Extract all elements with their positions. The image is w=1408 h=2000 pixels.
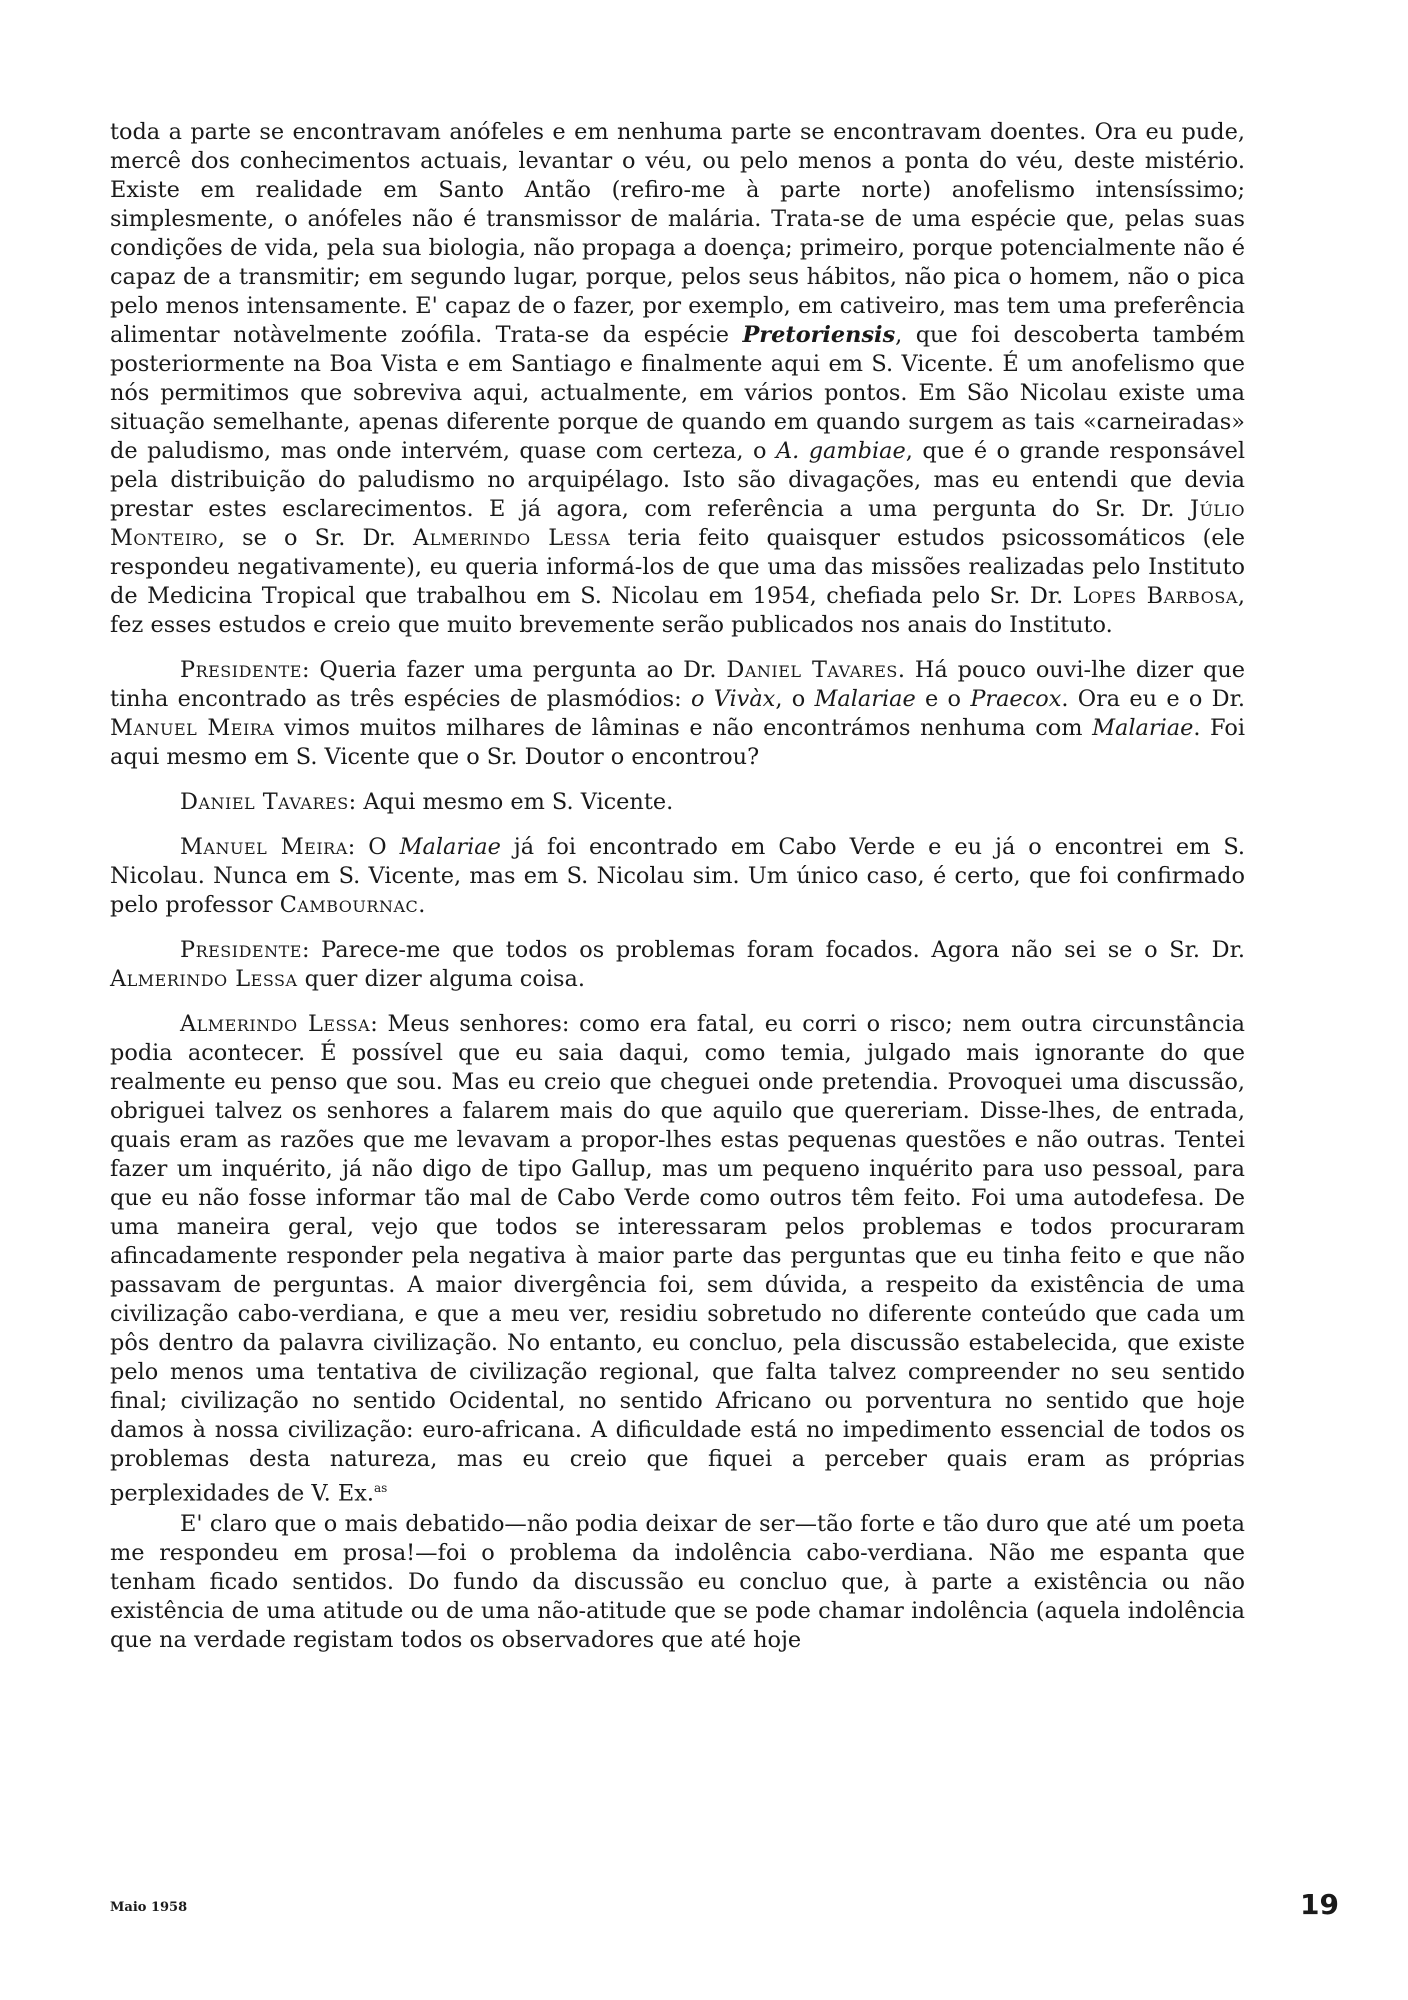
text-run: . xyxy=(418,892,426,918)
species-name: Praecox xyxy=(970,686,1062,712)
person-name: Júlio Monteiro xyxy=(110,496,1245,551)
person-name: Daniel Tavares xyxy=(726,657,898,683)
speaker-name: Almerindo Lessa xyxy=(180,1011,371,1037)
speaker-name: Daniel Tavares xyxy=(180,789,349,815)
superscript: as xyxy=(373,1481,388,1495)
paragraph-presidente-1 xyxy=(110,656,1245,772)
text-run: , que é o grande responsável pela distribuição do paludismo no arquipélago. Isto são divagações, mas eu entendi que devia prestar estes esclarecimentos. E já agora, com referência a uma pergunta do Sr. Dr. xyxy=(110,438,1245,522)
text-run: . Ora eu e o Dr. xyxy=(1061,686,1245,712)
text-run: quer dizer alguma coisa. xyxy=(297,966,585,992)
person-name: Almerindo Lessa xyxy=(412,525,611,551)
text-run: teria feito quaisquer estudos psicossomáticos (ele respondeu negativamente), eu queria informá-los de que uma das missões realizadas pelo Instituto de Medicina Tropical que trabalhou em S. Nicolau em 1954, chefiada pelo Sr. Dr. xyxy=(110,525,1246,609)
text-run: . Foi aqui mesmo em S. Vicente que o Sr. Doutor o encontrou? xyxy=(110,715,1246,770)
text-run: , fez esses estudos e creio que muito brevemente serão publicados nos anais do Instituto. xyxy=(110,583,1245,638)
text-run: : Queria fazer uma pergunta ao Dr. xyxy=(301,657,727,683)
paragraph-continuation xyxy=(110,118,1245,640)
page-body xyxy=(110,118,1245,1655)
species-name: Malariae xyxy=(814,686,916,712)
person-name: Lopes Barbosa xyxy=(1072,583,1238,609)
footer-date: Maio 1958 xyxy=(110,1900,188,1915)
text-run: , se o Sr. Dr. xyxy=(217,525,413,551)
speaker-name: Presidente xyxy=(180,657,302,683)
text-run: , o xyxy=(775,686,815,712)
paragraph-indolencia xyxy=(110,1510,1245,1655)
paragraph-almerindo-lessa xyxy=(110,1010,1245,1508)
species-name: Malariae xyxy=(399,834,501,860)
person-name: Cambournac xyxy=(279,892,419,918)
text-run: : Aqui mesmo em S. Vicente. xyxy=(348,789,674,815)
text-run: já foi encontrado em Cabo Verde e eu já o encontrei em S. Nicolau. Nunca em S. Vicente, mas em S. Nicolau sim. Um único caso, é certo, que foi confirmado pelo professor xyxy=(110,834,1245,918)
species-name: Pretoriensis xyxy=(742,322,896,348)
text-run: : Parece-me que todos os problemas foram focados. Agora não sei se o Sr. Dr. xyxy=(301,937,1245,963)
species-name: Malariae xyxy=(1092,715,1194,741)
paragraph-presidente-2 xyxy=(110,936,1245,994)
text-run: toda a parte se encontravam anófeles e em nenhuma parte se encontravam doentes. Ora eu pude, mercê dos conhecimentos actuais, levantar o véu, ou pelo menos a ponta do véu, deste mistério. Existe em realidade em Santo Antão (refiro-me à parte norte) anofelismo intensíssimo; simplesmente, o anófeles não é transmissor de malária. Trata-se de uma espécie que, pelas suas condições de vida, pela sua biologia, não propaga a doença; primeiro, porque potencialmente não é capaz de a transmitir; em segundo lugar, porque, pelos seus hábitos, não pica o homem, não o pica pelo menos intensamente. E' capaz de o fazer, por exemplo, em cativeiro, mas tem uma preferência alimentar notàvelmente zoófila. Trata-se da espécie xyxy=(110,119,1245,348)
speaker-name: Manuel Meira xyxy=(180,834,348,860)
text-run: : O xyxy=(347,834,400,860)
person-name: Almerindo Lessa xyxy=(110,966,298,992)
text-run: : Meus senhores: como era fatal, eu corri o risco; nem outra circunstância podia acontecer. É possível que eu saia daqui, como temia, julgado mais ignorante do que realmente eu penso que sou. Mas eu creio que cheguei onde pretendia. Provoquei uma discussão, obriguei talvez os senhores a falarem mais do que aquilo que quereriam. Disse-lhes, de entrada, quais eram as razões que me levavam a propor-lhes estas pequenas questões e não outras. Tentei fazer um inquérito, já não digo de tipo Gallup, mas um pequeno inquérito para uso pessoal, para que eu não fosse informar tão mal de Cabo Verde como outros têm feito. Foi uma autodefesa. De uma maneira geral, vejo que todos se interessaram pelos problemas e todos procuraram afincadamente responder pela negativa à maior parte das perguntas que eu tinha feito e que não passavam de perguntas. A maior divergência foi, sem dúvida, a respeito da existência de uma civilização cabo-verdiana, e que a meu ver, residiu sobretudo no diferente conteúdo que cada um pôs dentro da palavra civilização. No entanto, eu concluo, pela discussão estabelecida, que existe pelo menos uma tentativa de civilização regional, que falta talvez compreender no seu sentido final; civilização no sentido Ocidental, no sentido Africano ou porventura no sentido que hoje damos à nossa civilização: euro-africana. A dificuldade está no impedimento essencial de todos os problemas desta natureza, mas eu creio que fiquei a perceber quais eram as próprias perplexidades de V. Ex. xyxy=(110,1011,1245,1507)
person-name: Manuel Meira xyxy=(110,715,275,741)
text-run: vimos muitos milhares de lâminas e não encontrámos nenhuma com xyxy=(274,715,1093,741)
species-name: o Vivàx xyxy=(690,686,776,712)
text-run: E' claro que o mais debatido—não podia deixar de ser—tão forte e tão duro que até um poeta me respondeu em prosa!—foi o problema da indolência cabo-verdiana. Não me espanta que tenham ficado sentidos. Do fundo da discussão eu concluo que, à parte a existência ou não existência de uma atitude ou de uma não-atitude que se pode chamar indolência (aquela indolência que na verdade registam todos os observadores que até hoje xyxy=(110,1511,1245,1654)
species-name: A. gambiae xyxy=(775,438,906,464)
speaker-name: Presidente xyxy=(180,937,302,963)
text-run: . Há pouco ouvi-lhe dizer que tinha encontrado as três espécies de plasmódios: xyxy=(110,657,1245,712)
page-number: 19 xyxy=(1300,1888,1339,1921)
text-run: e o xyxy=(915,686,971,712)
paragraph-manuel-meira xyxy=(110,833,1245,920)
paragraph-daniel-tavares xyxy=(110,788,1245,817)
text-run: , que foi descoberta também posteriormente na Boa Vista e em Santiago e finalmente aqui em S. Vicente. É um anofelismo que nós permitimos que sobreviva aqui, actualmente, em vários pontos. Em São Nicolau existe uma situação semelhante, apenas diferente porque de quando em quando surgem as tais «carneiradas» de paludismo, mas onde intervém, quase com certeza, o xyxy=(110,322,1245,464)
